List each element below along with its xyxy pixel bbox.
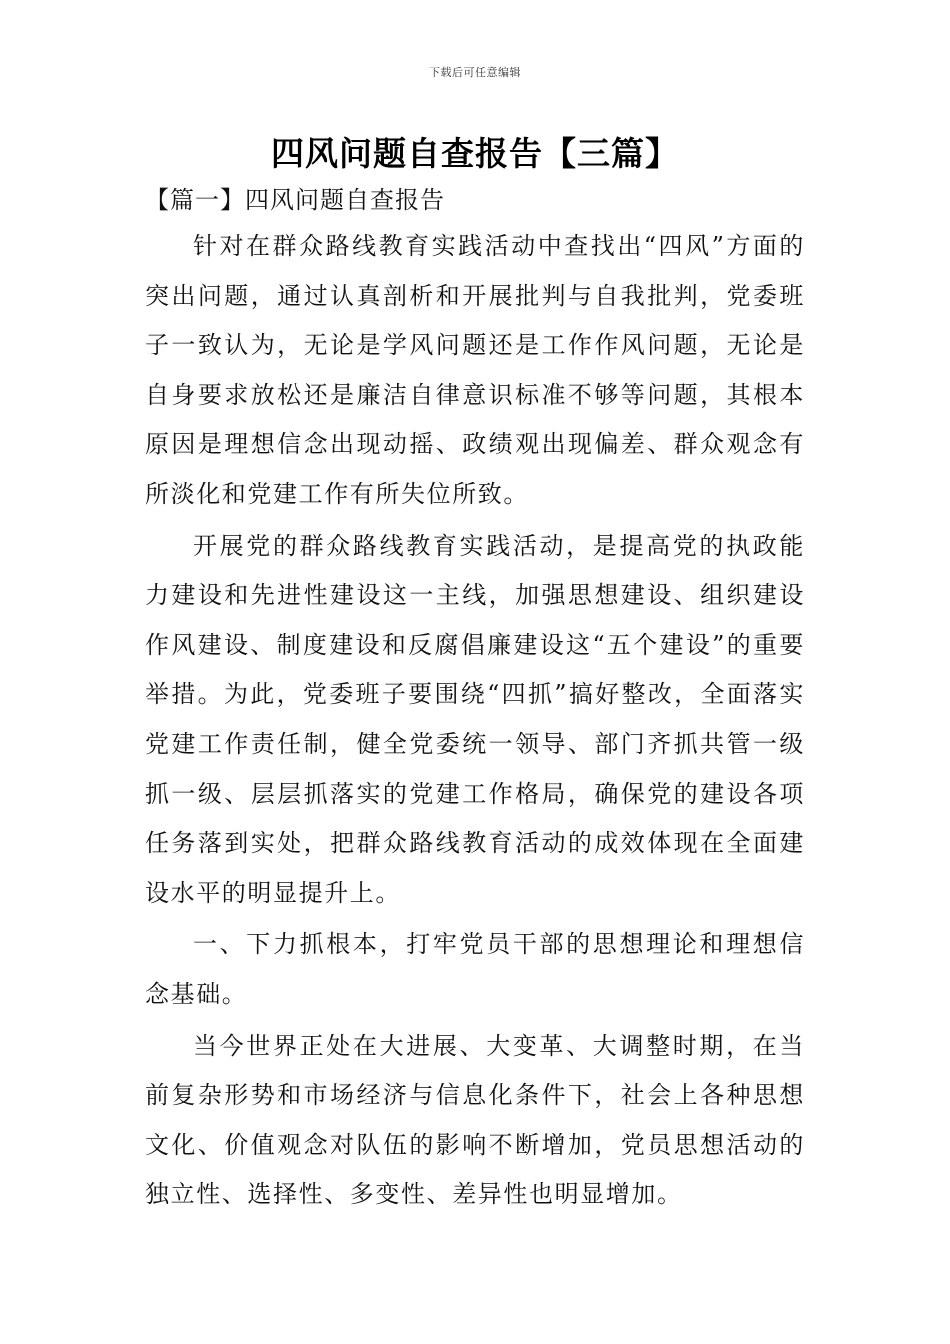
header-note: 下载后可任意编辑 — [429, 66, 521, 79]
document-body — [145, 178, 805, 1222]
document-title: 四风问题自查报告【三篇】 — [271, 134, 679, 173]
paragraph-2: 开展党的群众路线教育实践活动，是提高党的执政能力建设和先进性建设这一主线，加强思想建设、组织建设作风建设、制度建设和反腐倡廉建设这“五个建设”的重要举措。为此，党委班子要围绕“四抓”搞好整改，全面落实党建工作责任制，健全党委统一领导、部门齐抓共管一级抓一级、层层抓落实的党建工作格局，确保党的建设各项任务落到实处，把群众路线教育活动的成效体现在全面建设水平的明显提升上。 — [145, 531, 805, 907]
section-heading: 【篇一】四风问题自查报告 — [145, 186, 445, 214]
paragraph-4: 当今世界正处在大进展、大变革、大调整时期，在当前复杂形势和市场经济与信息化条件下，社会上各种思想文化、价值观念对队伍的影响不断增加，党员思想活动的独立性、选择性、多变性、差异性也明显增加。 — [145, 1031, 805, 1209]
paragraph-1: 针对在群众路线教育实践活动中查找出“四风”方面的突出问题，通过认真剖析和开展批判与自我批判，党委班子一致认为，无论是学风问题还是工作作风问题，无论是自身要求放松还是廉洁自律意识标准不够等问题，其根本原因是理想信念出现动摇、政绩观出现偏差、群众观念有所淡化和党建工作有所失位所致。 — [145, 232, 805, 508]
paragraph-3: 一、下力抓根本，打牢党员干部的思想理论和理想信念基础。 — [145, 930, 805, 1008]
